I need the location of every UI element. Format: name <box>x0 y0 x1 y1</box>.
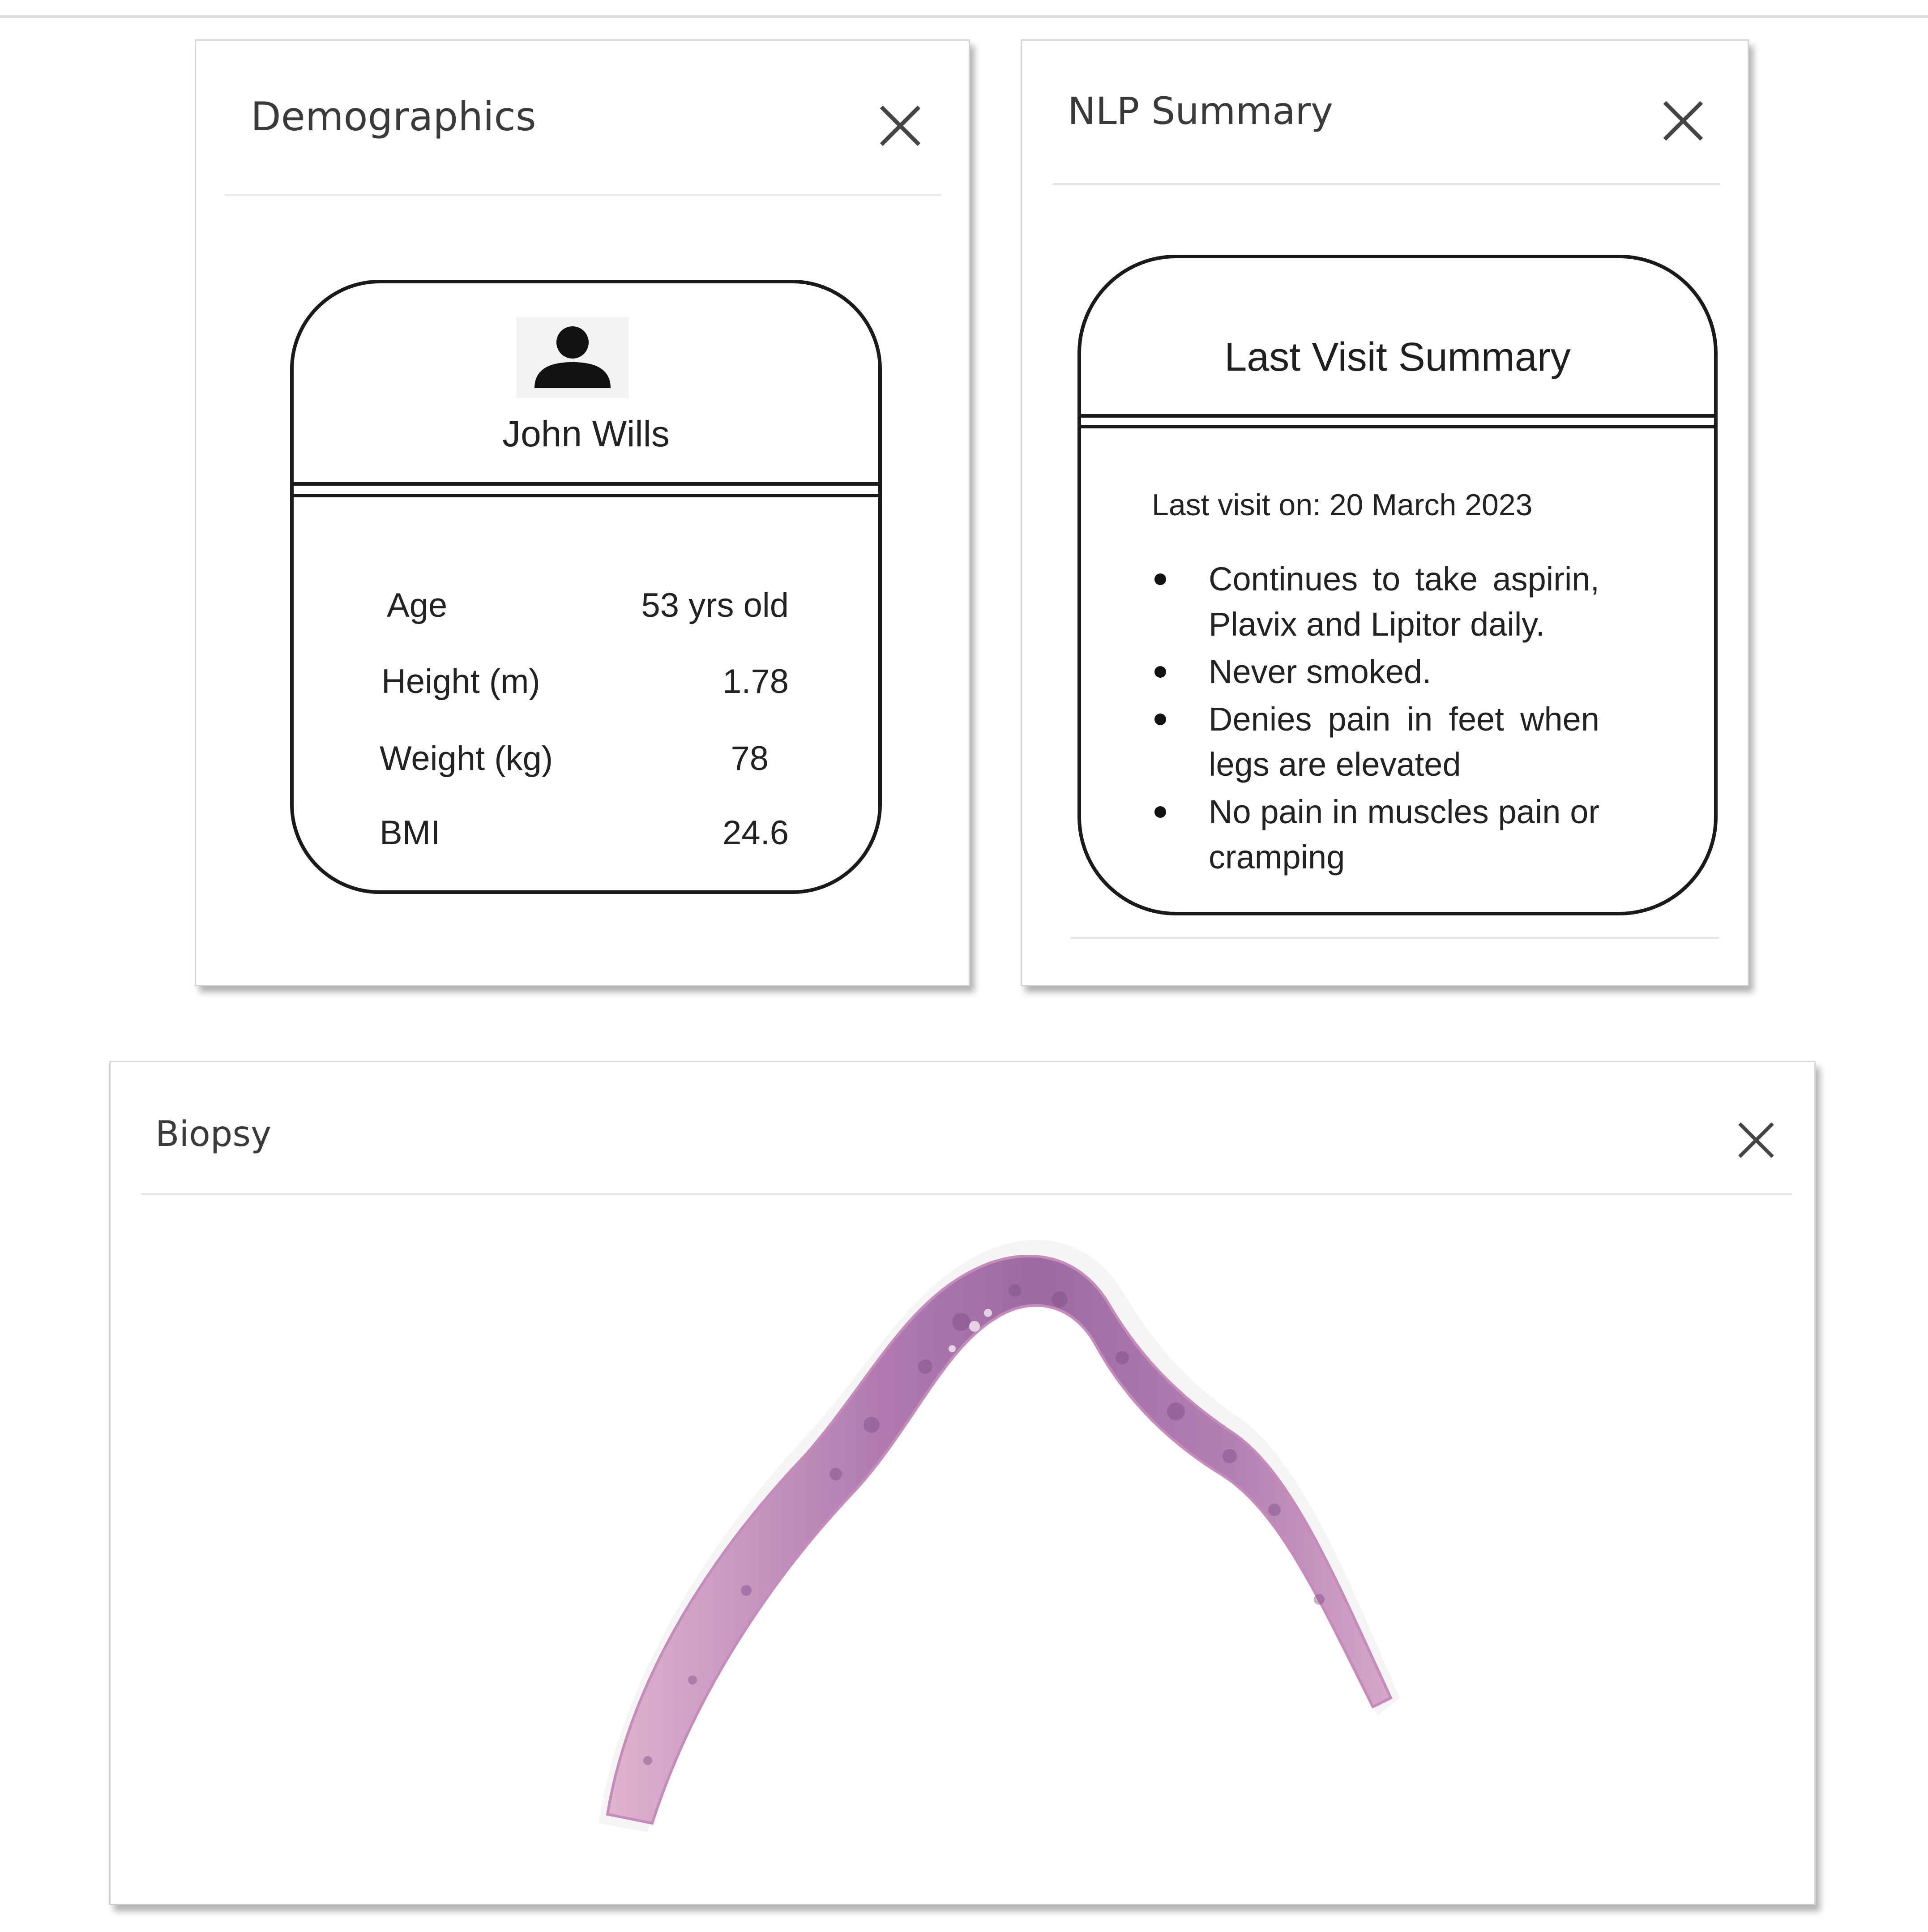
person-icon <box>517 317 628 398</box>
close-icon <box>1736 1120 1776 1160</box>
patient-name: John Wills <box>502 414 670 454</box>
close-button[interactable] <box>878 103 923 148</box>
stat-label: BMI <box>380 814 440 852</box>
panel-header-divider <box>141 1193 1792 1195</box>
stat-row-weight <box>294 739 878 788</box>
stat-value: 53 yrs old <box>641 586 789 624</box>
last-visit-card <box>1077 255 1718 915</box>
card-header-divider <box>294 482 878 486</box>
stat-value: 78 <box>731 739 769 778</box>
stat-value: 1.78 <box>722 663 789 701</box>
close-icon <box>1661 99 1705 143</box>
panel-footer-divider <box>1070 937 1719 939</box>
last-visit-date: Last visit on: 20 March 2023 <box>1152 488 1533 522</box>
card-title: Last Visit Summary <box>1224 335 1571 380</box>
panel-title: NLP Summary <box>1068 89 1333 133</box>
panel-title: Biopsy <box>155 1114 272 1154</box>
nlp-summary-panel <box>1021 39 1749 986</box>
biopsy-panel <box>109 1061 1816 1905</box>
top-divider <box>0 15 1928 18</box>
stat-row-age <box>294 586 878 635</box>
panel-header-divider <box>225 194 941 196</box>
summary-list <box>1152 556 1599 882</box>
list-item: No pain in muscles pain or cramping <box>1152 789 1599 880</box>
list-item: Denies pain in feet when legs are elevated <box>1152 697 1599 787</box>
close-icon <box>878 103 923 148</box>
card-header-divider <box>294 494 878 497</box>
close-button[interactable] <box>1736 1120 1776 1160</box>
close-button[interactable] <box>1661 99 1705 143</box>
stat-label: Weight (kg) <box>380 739 553 778</box>
card-header-divider <box>1081 425 1714 428</box>
demographics-panel <box>195 39 970 986</box>
stat-label: Age <box>387 586 448 624</box>
stat-row-bmi <box>294 813 878 863</box>
card-header-divider <box>1081 414 1714 418</box>
biopsy-image <box>558 1232 1543 1859</box>
stat-label: Height (m) <box>381 663 540 701</box>
list-item: Never smoked. <box>1152 649 1599 694</box>
avatar <box>517 317 628 398</box>
panel-title: Demographics <box>251 94 536 140</box>
stat-row-height <box>294 662 878 711</box>
patient-card <box>290 280 882 894</box>
panel-header-divider <box>1052 183 1720 185</box>
stat-value: 24.6 <box>722 814 789 852</box>
list-item: Continues to take aspirin, Plavix and Lipitor daily. <box>1152 556 1599 647</box>
